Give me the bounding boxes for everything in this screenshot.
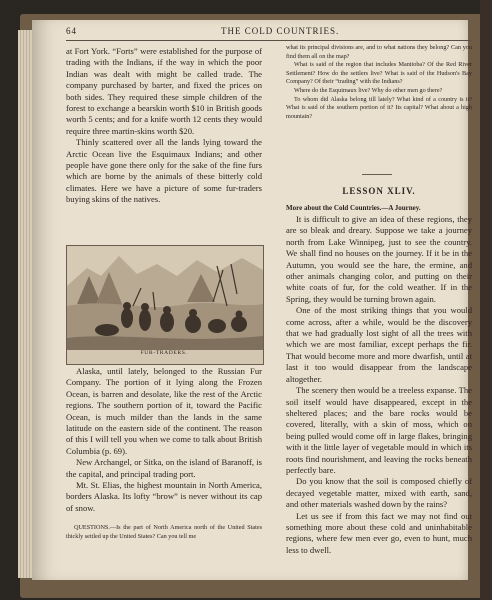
question: Where do the Esquimaux live? Why do other men go there? bbox=[294, 86, 443, 94]
question: What is said of the region that includes Manitoba? Of the Red River Settlement? How do the settlers live? What is said of the Hudson's Bay Company? Of their “trading” with the Indians? bbox=[286, 61, 472, 86]
questions-left bbox=[66, 524, 262, 541]
paragraph: Let us see if from this fact we may not find out something more about these cold and uninhabitable regions, where few men ever go, even to hunt, much less to dwell. bbox=[286, 510, 472, 555]
paragraph: Thinly scattered over all the lands lying toward the Arctic Ocean live the Esquimaux Indians; and other people have gone there only for the sake of the fine furs which are borne by the animals of these bitterly cold climates. Here we have a picture of some fur-traders buying skins of the natives. bbox=[66, 137, 262, 205]
left-column-top bbox=[66, 46, 262, 206]
paragraph: Alaska, until lately, belonged to the Russian Fur Company. The portion of it lying along the Frozen Ocean, is barren and desolate, like the rest of the Arctic regions. The southern portion of it, toward the Pacific Ocean, is much milder than the lands in the same latitude on the eastern side of the continent. The reason of this I will tell you when we come to talk about British Columbia (p. 69). bbox=[66, 366, 262, 456]
question: To whom did Alaska belong till lately? What kind of a country is it? What is said of the southern portion of it? Its capital? What about a high mountain? bbox=[286, 95, 472, 120]
binding-edge bbox=[480, 0, 492, 600]
fur-traders-illustration bbox=[66, 245, 264, 365]
lesson-subtitle: More about the Cold Countries.—A Journey. bbox=[286, 204, 421, 212]
page-number: 64 bbox=[66, 26, 77, 36]
figure-caption: FUR-TRADERS. bbox=[140, 350, 188, 356]
header-rule bbox=[66, 40, 471, 41]
paragraph: One of the most striking things that you would come across, after a while, would be the discovery that we had gradually lost sight of all the trees with which we are most familiar, except perhaps the fir. That would become more and more dwarfish, until at last it too would disappear from the landscape altogether. bbox=[286, 305, 472, 384]
question: what its principal divisions are, and to what nations they belong? Can you find them all on the map? bbox=[286, 44, 472, 60]
lesson-body bbox=[286, 214, 472, 556]
questions-right bbox=[286, 44, 472, 121]
paragraph: It is difficult to give an idea of these regions, they are so bleak and dreary. Suppose we take a journey north from Lake Winnipeg, just to see the country. We shall find no houses on the journey. If it be in the Autumn, you would see the hare, the ermine, and other animals changing color, and putting on their white coats of fur, for the cold weather. If in the Spring, they would be turning brown again. bbox=[286, 214, 472, 304]
paragraph: at Fort York. “Forts” were established for the purpose of trading with the Indians, if the way in which the poor Indian was dealt with might be called trade. The company purchased by barter, and fixed the prices on both sides. They required these simple children of the forest to exchange a bearskin worth $10 in British goods worth 5 cents; and for a knife worth 12 cents they would require three martin-skins worth $20. bbox=[66, 46, 262, 136]
paragraph: The scenery then would be a treeless expanse. The soil itself would have disappeared, except in the sheltered places; and the bare rocks would be covered, literally, with a skin of moss, which on being pulled would come off in large flakes, bringing with it the little layer of vegetable mould in which its roots find nourishment, and leaving the rocks beneath perfectly bare. bbox=[286, 385, 472, 475]
questions-intro: QUESTIONS.—Is the part of North America north of the United States thickly settled up the United States? Can you tell me bbox=[66, 524, 262, 540]
running-header bbox=[66, 26, 471, 40]
paragraph: Mt. St. Elias, the highest mountain in North America, borders Alaska. Its lofty “brow” is never without its cap of snow. bbox=[66, 480, 262, 513]
section-separator bbox=[362, 174, 392, 175]
paragraph: New Archangel, or Sitka, on the island of Baranoff, is the capital, and principal trading port. bbox=[66, 457, 262, 479]
paragraph: Do you know that the soil is composed chiefly of decayed vegetable matter, mixed with earth, sand, and other materials washed down by the rains? bbox=[286, 476, 472, 510]
engraving bbox=[67, 246, 263, 350]
left-column-bottom bbox=[66, 366, 262, 514]
running-title: THE COLD COUNTRIES. bbox=[221, 26, 340, 36]
lesson-title: LESSON XLIV. bbox=[342, 186, 416, 196]
